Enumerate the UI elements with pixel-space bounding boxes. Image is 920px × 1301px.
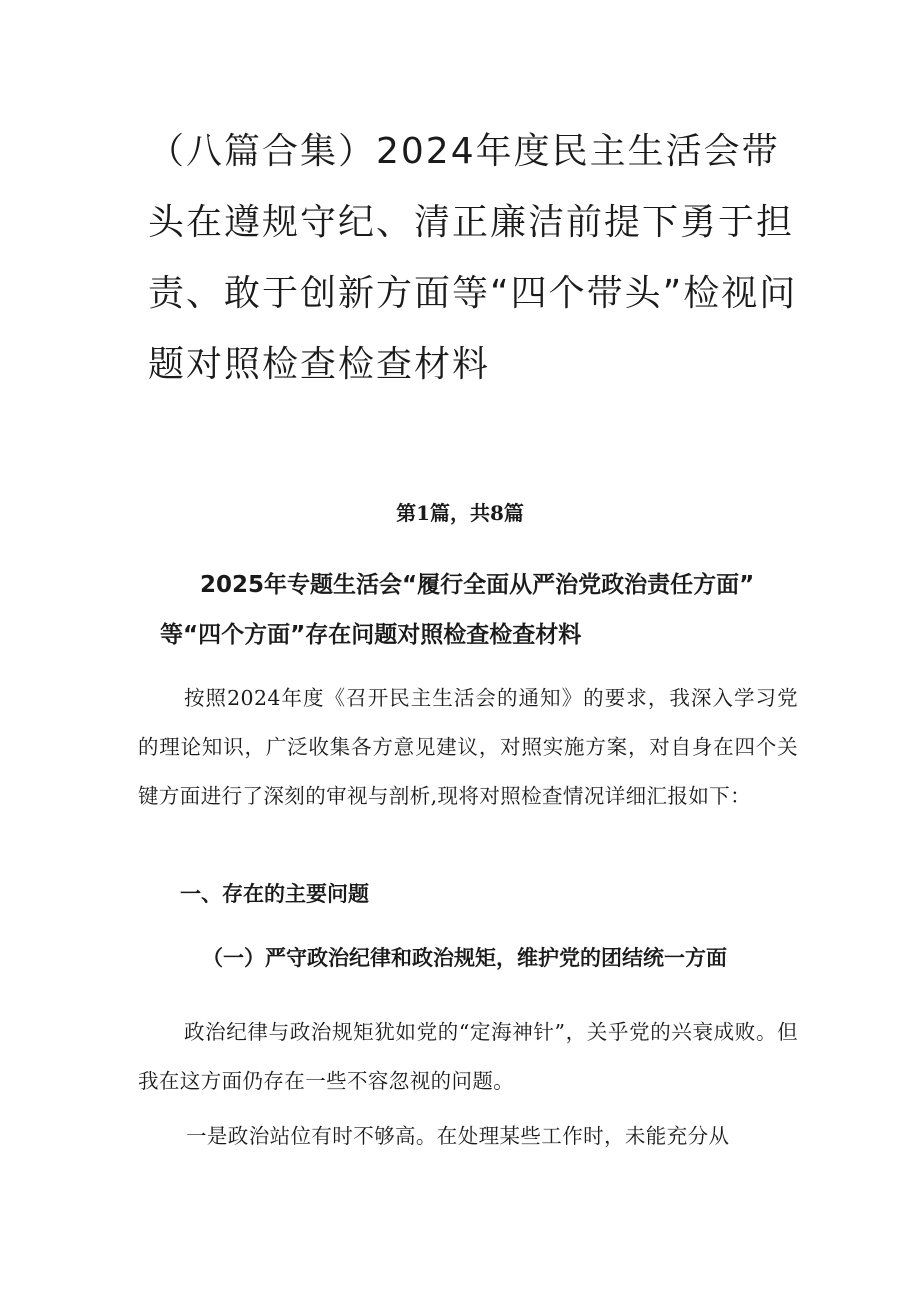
body-paragraph-2: 政治纪律与政治规矩犹如党的“定海神针”，关乎党的兴衰成败。但我在这方面仍存在一些不容忽视的问题。	[138, 1020, 798, 1093]
subsection-heading: （一）严守政治纪律和政治规矩，维护党的团结统一方面	[202, 945, 727, 970]
article-title	[160, 560, 820, 660]
article-title-line-1: 2025年专题生活会“履行全面从严治党政治责任方面”	[200, 572, 755, 598]
section-heading: 一、存在的主要问题	[180, 881, 369, 906]
document-title: （八篇合集）2024年度民主生活会带头在遵规守纪、清正廉洁前提下勇于担责、敢于创新方面等“四个带头”检视问题对照检查检查材料	[148, 131, 798, 385]
article-title-line-2: 等“四个方面”存在问题对照检查检查材料	[160, 622, 582, 648]
body-paragraph-3: 一是政治站位有时不够高。在处理某些工作时，未能充分从	[186, 1124, 730, 1148]
part-label: 第1篇，共8篇	[396, 501, 524, 525]
intro-paragraph: 按照2024年度《召开民主生活会的通知》的要求，我深入学习党的理论知识，广泛收集各方意见建议，对照实施方案，对自身在四个关键方面进行了深刻的审视与剖析,现将对照检查情况详细汇报如下：	[138, 686, 798, 808]
